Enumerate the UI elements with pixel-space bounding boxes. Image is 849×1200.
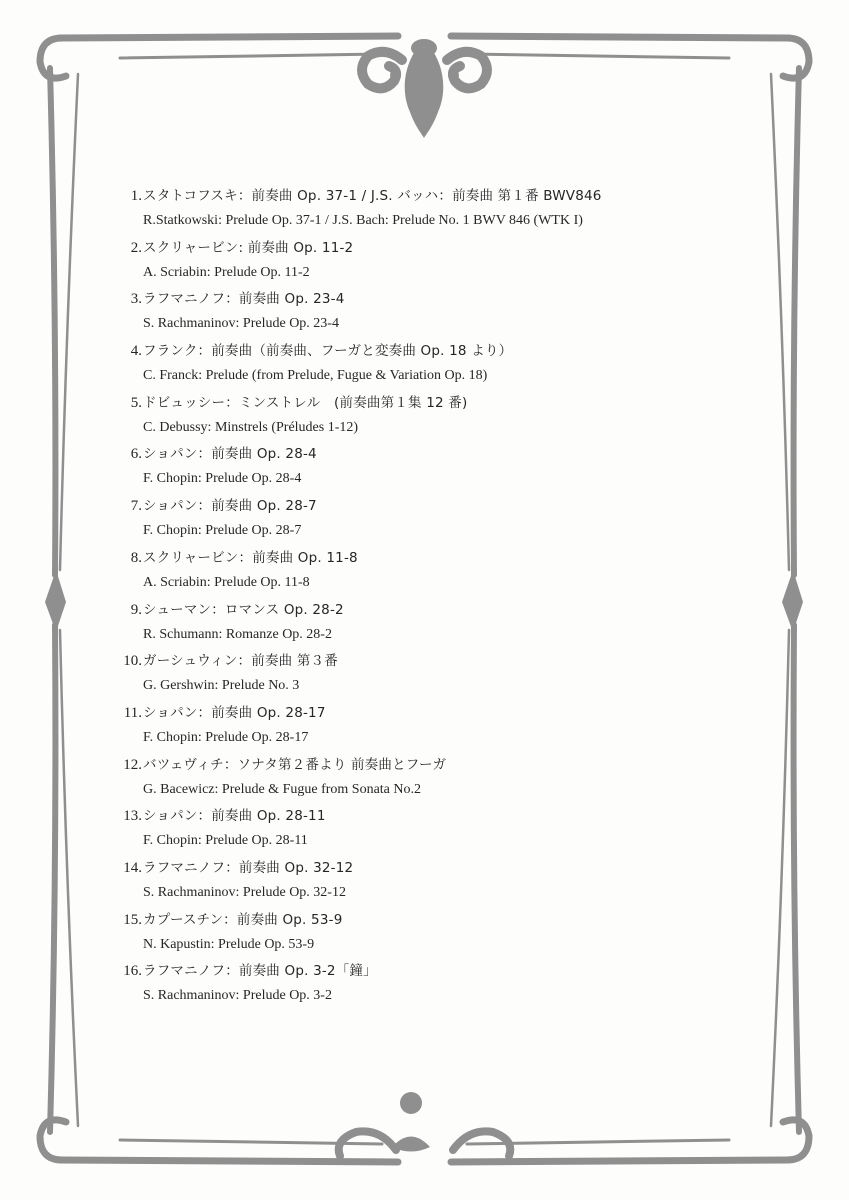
piece-title-english: S. Rachmaninov: Prelude Op. 32-12 [143,884,346,900]
program-item [110,960,710,1012]
program-item [110,237,710,289]
program-item [110,547,710,599]
piece-title-japanese: ラフマニノフ：前奏曲 Op. 3-2「鐘」 [143,963,377,980]
piece-title-japanese: ショパン：前奏曲 Op. 28-7 [143,498,317,515]
piece-title-english: F. Chopin: Prelude Op. 28-17 [143,729,309,745]
item-number: 11. [123,704,142,721]
program-item [110,392,710,444]
item-number: 4. [130,343,142,360]
piece-title-japanese: カプースチン：前奏曲 Op. 53-9 [143,911,343,928]
program-item [110,754,710,806]
piece-title-english: G. Gershwin: Prelude No. 3 [143,678,300,694]
piece-title-english: C. Debussy: Minstrels (Préludes 1-12) [143,419,359,435]
program-item [110,909,710,961]
piece-title-japanese: スタトコフスキ：前奏曲 Op. 37-1 / J.S. バッハ：前奏曲 第１番 BWV846 [143,188,602,204]
item-number: 10. [123,653,142,670]
piece-title-english: G. Bacewicz: Prelude & Fugue from Sonata No.2 [143,781,421,797]
piece-title-japanese: スクリャービン: 前奏曲 Op. 11-2 [143,239,354,256]
piece-title-english: F. Chopin: Prelude Op. 28-7 [143,523,302,539]
piece-title-english: A. Scriabin: Prelude Op. 11-2 [143,264,310,280]
piece-title-japanese: バツェヴィチ：ソナタ第２番より 前奏曲とフーガ [143,756,447,773]
piece-title-english: R.Statkowski: Prelude Op. 37-1 / J.S. Bach: Prelude No. 1 BWV 846 (WTK I) [143,213,583,228]
program-list [110,185,710,1012]
piece-title-japanese: ショパン：前奏曲 Op. 28-4 [143,446,317,463]
item-number: 6. [130,446,142,463]
item-number: 7. [130,498,142,515]
item-number: 3. [130,291,142,308]
piece-title-english: N. Kapustin: Prelude Op. 53-9 [143,936,315,952]
program-item [110,495,710,547]
program-item [110,443,710,495]
piece-title-english: S. Rachmaninov: Prelude Op. 3-2 [143,988,332,1004]
program-item [110,857,710,909]
program-item [110,185,710,237]
piece-title-japanese: シューマン：ロマンス Op. 28-2 [143,601,344,618]
item-number: 1. [130,188,142,204]
program-item [110,805,710,857]
item-number: 15. [123,911,142,928]
piece-title-japanese: ドビュッシー：ミンストレル (前奏曲第１集 12 番) [143,394,468,411]
piece-title-japanese: ガーシュウィン：前奏曲 第３番 [143,653,338,670]
program-item [110,288,710,340]
item-number: 8. [130,549,142,566]
piece-title-japanese: フランク：前奏曲（前奏曲、フーガと変奏曲 Op. 18 より） [143,343,513,360]
item-number: 13. [123,808,142,825]
piece-title-english: S. Rachmaninov: Prelude Op. 23-4 [143,316,339,332]
piece-title-english: F. Chopin: Prelude Op. 28-4 [143,471,302,487]
program-item [110,702,710,754]
piece-title-english: C. Franck: Prelude (from Prelude, Fugue & Variation Op. 18) [143,368,488,384]
item-number: 14. [123,859,142,876]
piece-title-japanese: ショパン：前奏曲 Op. 28-17 [143,704,326,721]
program-item [110,340,710,392]
item-number: 12. [123,756,142,773]
item-number: 16. [123,963,142,980]
program-item [110,599,710,651]
item-number: 9. [130,601,142,618]
item-number: 5. [130,394,142,411]
piece-title-japanese: ショパン：前奏曲 Op. 28-11 [143,808,326,825]
piece-title-japanese: ラフマニノフ：前奏曲 Op. 32-12 [143,859,354,876]
piece-title-japanese: スクリャービン：前奏曲 Op. 11-8 [143,549,358,566]
program-item [110,650,710,702]
piece-title-english: F. Chopin: Prelude Op. 28-11 [143,833,308,849]
piece-title-english: R. Schumann: Romanze Op. 28-2 [143,626,332,642]
piece-title-english: A. Scriabin: Prelude Op. 11-8 [143,574,310,590]
item-number: 2. [130,239,142,256]
piece-title-japanese: ラフマニノフ：前奏曲 Op. 23-4 [143,291,345,308]
